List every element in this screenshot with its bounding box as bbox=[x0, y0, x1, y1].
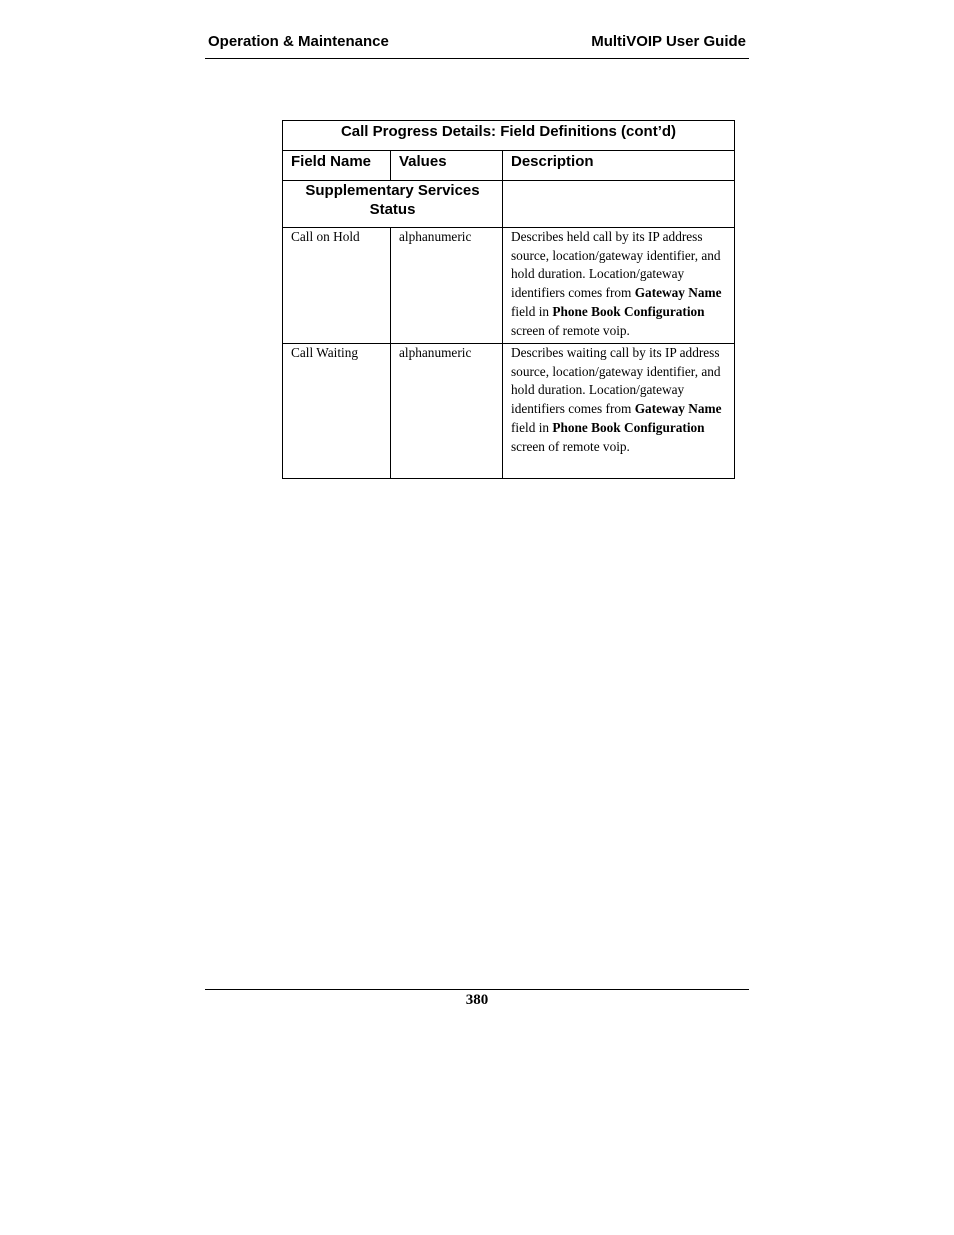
description-text: screen of remote voip. bbox=[511, 322, 630, 338]
description-bold-term: Phone Book Configuration bbox=[552, 419, 705, 435]
table-title-row bbox=[283, 121, 735, 151]
description-bold-term: Gateway Name bbox=[634, 285, 722, 301]
description-text: field in bbox=[511, 419, 553, 435]
running-header-title: MultiVOIP User Guide bbox=[591, 33, 746, 50]
table-title: Call Progress Details: Field Definitions (cont’d) bbox=[283, 121, 735, 151]
section-row bbox=[283, 181, 735, 228]
footer-rule bbox=[205, 989, 749, 990]
running-header-section: Operation & Maintenance bbox=[208, 33, 389, 50]
description-text: field in bbox=[511, 303, 553, 319]
description-bold-term: Phone Book Configuration bbox=[552, 303, 705, 319]
column-header-row bbox=[283, 151, 735, 181]
description-bold-term: Gateway Name bbox=[634, 401, 722, 417]
column-header-values: Values bbox=[391, 151, 503, 181]
field-name-cell: Call on Hold bbox=[283, 228, 391, 344]
table-row bbox=[283, 344, 735, 479]
description-cell bbox=[503, 344, 735, 479]
header-rule bbox=[205, 58, 749, 59]
field-definitions-table bbox=[282, 120, 735, 479]
section-empty-cell bbox=[503, 181, 735, 228]
column-header-field-name: Field Name bbox=[283, 151, 391, 181]
values-cell: alphanumeric bbox=[391, 228, 503, 344]
table-row bbox=[283, 228, 735, 344]
description-text: screen of remote voip. bbox=[511, 438, 630, 454]
column-header-description: Description bbox=[503, 151, 735, 181]
page-number: 380 bbox=[465, 992, 489, 1008]
field-name-cell: Call Waiting bbox=[283, 344, 391, 479]
description-text: Describes held call by its IP address source, location/gateway identifier, and hold duration. Location/gateway identifiers comes from bbox=[511, 229, 721, 301]
description-cell bbox=[503, 228, 735, 344]
values-cell: alphanumeric bbox=[391, 344, 503, 479]
section-heading: Supplementary Services Status bbox=[283, 181, 503, 228]
description-text: Describes waiting call by its IP address source, location/gateway identifier, and hold duration. Location/gateway identifiers comes from bbox=[511, 345, 721, 417]
